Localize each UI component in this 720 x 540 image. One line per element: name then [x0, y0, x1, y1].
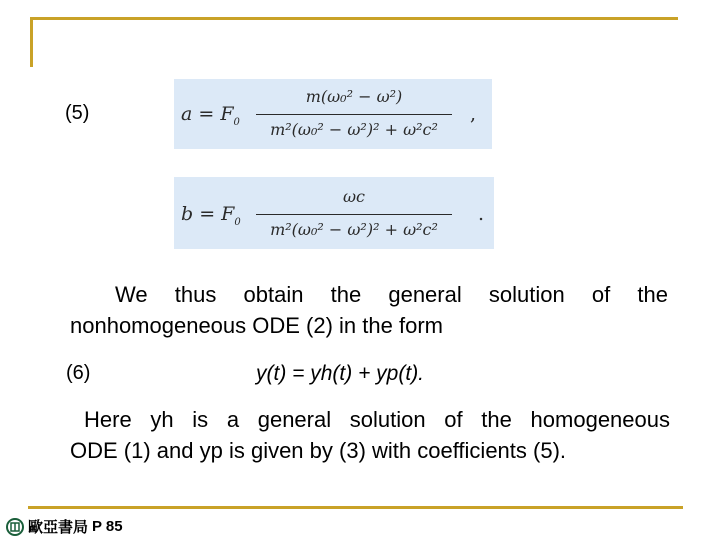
formula-b-lhs: $b = F_0$ [181, 203, 241, 228]
paragraph-general-solution [70, 279, 668, 341]
publisher-logo-icon [6, 518, 24, 536]
formula-b [174, 177, 494, 249]
frame-top-line [30, 17, 678, 20]
paragraph-1-line-1: We thus obtain the general solution of the [115, 282, 668, 307]
paragraph-2-line-1: Here yh is a general solution of the homogeneous [84, 407, 670, 432]
formula-b-punct: . [478, 203, 485, 225]
formula-b-numerator: ωc [342, 187, 365, 206]
footer [6, 516, 123, 537]
frame-left-line [30, 17, 33, 67]
formula-a-numerator: m(ω₀² − ω²) [305, 87, 403, 106]
formula-a-fraction-bar [256, 114, 452, 115]
page-number: P 85 [92, 518, 123, 535]
paragraph-homogeneous [70, 404, 670, 466]
equation-6-label: (6) [66, 362, 91, 384]
formula-a-punct: , [470, 103, 477, 125]
paragraph-1-line-2: nonhomogeneous ODE (2) in the form [70, 313, 443, 338]
paragraph-2-line-2: ODE (1) and yp is given by (3) with coefficients (5). [70, 438, 567, 463]
frame-bottom-line [28, 506, 683, 509]
formula-a-lhs: $a = F_0$ [181, 103, 240, 128]
equation-5-label: (5) [65, 102, 90, 124]
publisher-name: 歐亞書局 [28, 519, 89, 536]
equation-6-formula: y(t) = yh(t) + yp(t). [256, 362, 425, 385]
formula-b-denominator: m²(ω₀² − ω²)² + ω²c² [270, 220, 438, 239]
formula-a-denominator: m²(ω₀² − ω²)² + ω²c² [270, 120, 438, 139]
formula-b-fraction-bar [256, 214, 452, 215]
formula-a [174, 79, 492, 149]
